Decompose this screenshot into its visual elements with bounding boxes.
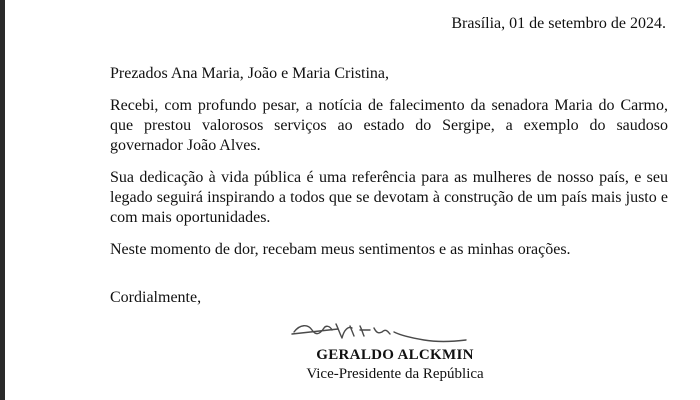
- letter-greeting: Prezados Ana Maria, João e Maria Cristina,: [110, 65, 390, 82]
- letter-paragraph-1: Recebi, com profundo pesar, a notícia de falecimento da senadora Maria do Carmo, que prestou valorosos serviços ao estado do Sergipe, a exemplo do saudoso governador João Alves.: [110, 97, 668, 154]
- letter-paragraph-3: Neste momento de dor, recebam meus sentimentos e as minhas orações.: [110, 241, 571, 258]
- signer-block: [300, 346, 490, 384]
- letter-closing: Cordialmente,: [110, 289, 202, 306]
- letter-body: [110, 64, 668, 272]
- letter-paragraph-2: Sua dedicação à vida pública é uma referência para as mulheres de nosso país, e seu legado seguirá inspirando a todos que se devotam à construção de um país mais justo e com mais oportunidades.: [110, 169, 668, 226]
- page-edge: [0, 0, 5, 400]
- letter-date: Brasília, 01 de setembro de 2024.: [451, 15, 666, 32]
- signer-name: GERALDO ALCKMIN: [316, 347, 474, 363]
- signer-title: Vice-Presidente da República: [306, 366, 484, 382]
